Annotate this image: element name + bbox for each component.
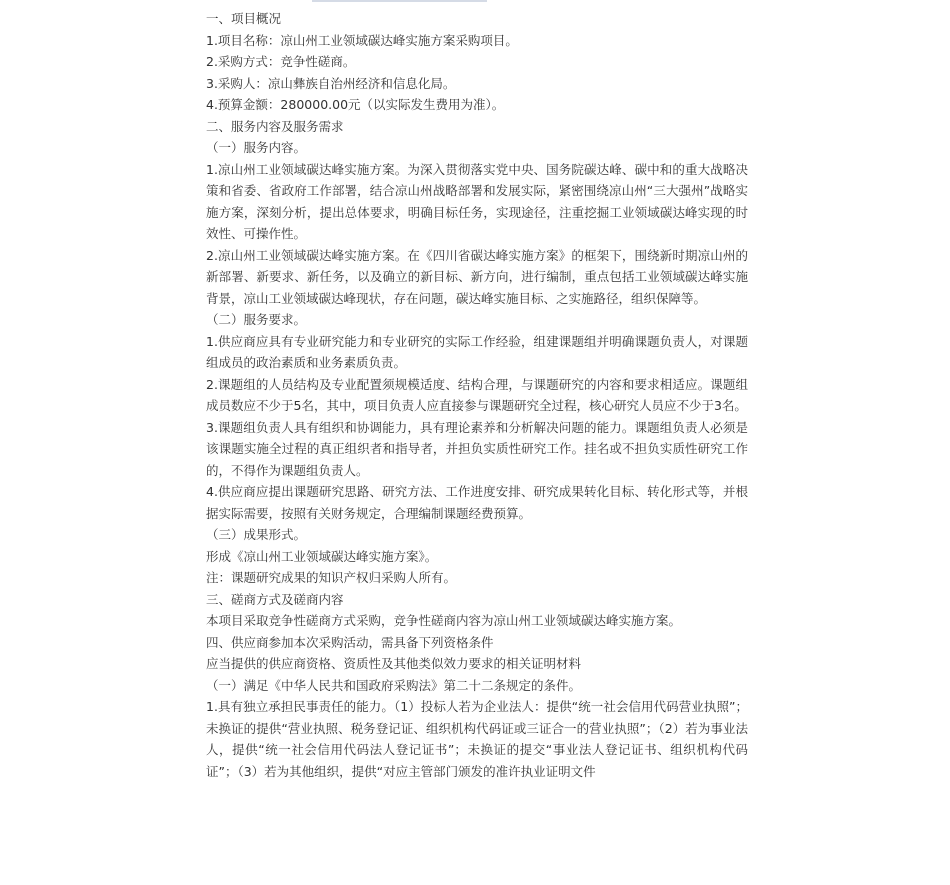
subsection-heading: （一）满足《中华人民共和国政府采购法》第二十二条规定的条件。: [206, 677, 582, 693]
paragraph: 1.凉山州工业领域碳达峰实施方案。为深入贯彻落实党中央、国务院碳达峰、碳中和的重大战略决策和省委、省政府工作部署，结合凉山州战略部署和发展实际，紧密围绕凉山州“三大强州”战略实施方案，深刻分析，提出总体要求，明确目标任务，实现途径，注重挖掘工业领域碳达峰实现的时效性、可操作性。: [206, 161, 748, 241]
paragraph: 1.项目名称：凉山州工业领域碳达峰实施方案采购项目。: [206, 32, 518, 48]
paragraph: 4.供应商应提出课题研究思路、研究方法、工作进度安排、研究成果转化目标、转化形式等，并根据实际需要，按照有关财务规定，合理编制课题经费预算。: [206, 484, 748, 521]
subsection-heading: （三）成果形式。: [206, 527, 307, 542]
section-heading: 一、项目概况: [206, 11, 282, 26]
paragraph: 3.采购人：凉山彝族自治州经济和信息化局。: [206, 75, 456, 91]
document-body: [206, 8, 748, 782]
subsection-heading: （一）服务内容。: [206, 140, 307, 155]
top-divider: [312, 0, 487, 2]
paragraph: 2.采购方式：竞争性磋商。: [206, 54, 356, 69]
paragraph: 2.课题组的人员结构及专业配置须规模适度、结构合理，与课题研究的内容和要求相适应。课题组成员数应不少于5名，其中，项目负责人应直接参与课题研究全过程，核心研究人员应不少于3名。: [206, 376, 748, 413]
paragraph: 1.具有独立承担民事责任的能力。（1）投标人若为企业法人：提供“统一社会信用代码营业执照”；未换证的提供“营业执照、税务登记证、组织机构代码证或三证合一的营业执照”；（2）若为事业法人，提供“统一社会信用代码法人登记证书”；未换证的提交“事业法人登记证书、组织机构代码证”；（3）若为其他组织，提供“对应主管部门颁发的准许执业证明文件: [206, 699, 748, 779]
section-heading: 三、磋商方式及磋商内容: [206, 591, 344, 607]
paragraph: 2.凉山州工业领域碳达峰实施方案。在《四川省碳达峰实施方案》的框架下，围绕新时期凉山州的新部署、新要求、新任务，以及确立的新目标、新方向，进行编制，重点包括工业领域碳达峰实施背景，凉山工业领域碳达峰现状，存在问题，碳达峰实施目标、之实施路径，组织保障等。: [206, 247, 748, 306]
section-heading: 二、服务内容及服务需求: [206, 118, 344, 134]
paragraph: 应当提供的供应商资格、资质性及其他类似效力要求的相关证明材料: [206, 656, 582, 671]
paragraph: 形成《凉山州工业领域碳达峰实施方案》。: [206, 548, 438, 564]
subsection-heading: （二）服务要求。: [206, 312, 307, 327]
paragraph: 注：课题研究成果的知识产权归采购人所有。: [206, 570, 457, 585]
section-heading: 四、供应商参加本次采购活动，需具备下列资格条件: [206, 634, 494, 650]
paragraph: 1.供应商应具有专业研究能力和专业研究的实际工作经验，组建课题组并明确课题负责人，对课题组成员的政治素质和业务素质负责。: [206, 333, 748, 370]
paragraph: 本项目采取竞争性磋商方式采购，竞争性磋商内容为凉山州工业领域碳达峰实施方案。: [206, 613, 682, 628]
paragraph: 3.课题组负责人具有组织和协调能力，具有理论素养和分析解决问题的能力。课题组负责人必须是该课题实施全过程的真正组织者和指导者，并担负实质性研究工作。挂名或不担负实质性研究工作的，不得作为课题组负责人。: [206, 419, 748, 478]
paragraph: 4.预算金额：280000.00元（以实际发生费用为准）。: [206, 97, 505, 112]
